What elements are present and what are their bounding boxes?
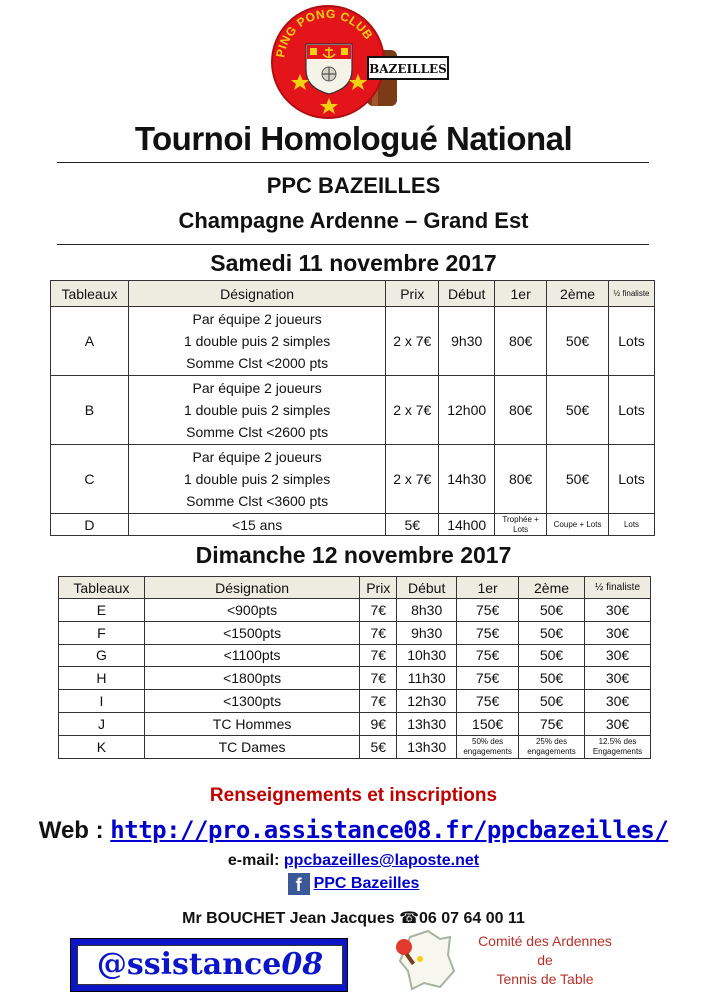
cell-prix: 7€ (360, 644, 397, 667)
cell-designation: <15 ans (128, 514, 385, 536)
cell-debut: 10h30 (397, 644, 457, 667)
cell-first: 75€ (457, 599, 519, 622)
cell-second: 50€ (519, 621, 585, 644)
sunday-table (58, 576, 651, 759)
cell-second: 75€ (519, 712, 585, 735)
designation-line: Somme Clst <2600 pts (186, 424, 329, 440)
day2-title: Dimanche 12 novembre 2017 (195, 542, 512, 568)
facebook-link[interactable]: PPC Bazeilles (313, 875, 420, 892)
cell-tableau: H (59, 667, 145, 690)
col-header-second: 2ème (547, 281, 609, 307)
cell-designation: TC Dames (144, 735, 359, 758)
cell-designation: <1500pts (144, 621, 359, 644)
renseignements-heading: Renseignements et inscriptions (209, 785, 498, 806)
col-header-debut: Début (397, 577, 457, 599)
table-row (59, 644, 651, 667)
cell-designation: TC Hommes (144, 712, 359, 735)
cell-second: 50€ (519, 690, 585, 713)
assistance08-text (77, 945, 343, 985)
cell-semi: Lots (609, 445, 655, 514)
club-logo (262, 4, 452, 122)
cell-tableau: A (51, 307, 129, 376)
cell-debut: 11h30 (397, 667, 457, 690)
contact-name: Mr BOUCHET Jean Jacques (182, 910, 400, 927)
cell-semi: 30€ (585, 644, 651, 667)
web-label: Web : (38, 817, 111, 844)
cell-semi: 30€ (585, 690, 651, 713)
region-name: Champagne Ardenne – Grand Est (178, 208, 529, 233)
cell-semi: Lots (609, 307, 655, 376)
cell-first: 150€ (457, 712, 519, 735)
cell-designation: <900pts (144, 599, 359, 622)
table-row (59, 690, 651, 713)
col-header-prix: Prix (386, 281, 439, 307)
cell-tableau: D (51, 514, 129, 536)
col-header-first: 1er (457, 577, 519, 599)
cell-semi: 12.5% des Engagements (585, 735, 651, 758)
email-label: e-mail: (227, 852, 284, 869)
cell-debut: 9h30 (397, 621, 457, 644)
facebook-line (0, 873, 707, 895)
col-header-second: 2ème (519, 577, 585, 599)
col-header-semi: ½ finaliste (585, 577, 651, 599)
cell-prix: 5€ (360, 735, 397, 758)
cell-semi: 30€ (585, 599, 651, 622)
cell-debut: 13h30 (397, 735, 457, 758)
cell-prix: 9€ (360, 712, 397, 735)
day1-title: Samedi 11 novembre 2017 (210, 250, 497, 276)
comite-line: Comité des Ardennes (478, 933, 612, 949)
cell-prix: 7€ (360, 621, 397, 644)
email-line (0, 852, 707, 870)
cell-tableau: C (51, 445, 129, 514)
designation-line: Par équipe 2 joueurs (192, 311, 322, 327)
cell-first: Trophée + Lots (495, 514, 547, 536)
table-row (59, 712, 651, 735)
comite-line: de (537, 952, 553, 968)
table-row (59, 621, 651, 644)
designation-line: Par équipe 2 joueurs (192, 380, 322, 396)
cell-first: 75€ (457, 621, 519, 644)
cell-designation (128, 445, 385, 514)
cell-designation: <1100pts (144, 644, 359, 667)
logo-arc-text: PING PONG CLUB (273, 6, 376, 59)
table-row (51, 445, 655, 514)
cell-tableau: B (51, 376, 129, 445)
cell-second: Coupe + Lots (547, 514, 609, 536)
col-header-designation: Désignation (128, 281, 385, 307)
cell-first: 75€ (457, 644, 519, 667)
assistance-num: 08 (281, 947, 324, 982)
cell-debut: 13h30 (397, 712, 457, 735)
cell-second: 50€ (547, 307, 609, 376)
designation-line: 1 double puis 2 simples (183, 471, 331, 487)
cell-prix: 7€ (360, 690, 397, 713)
cell-second: 50€ (519, 644, 585, 667)
club-name: PPC BAZEILLES (266, 173, 441, 198)
col-header-tableaux: Tableaux (51, 281, 129, 307)
cell-first: 75€ (457, 690, 519, 713)
cell-prix: 2 x 7€ (386, 307, 439, 376)
table-row (59, 599, 651, 622)
cell-designation (128, 307, 385, 376)
cell-first: 80€ (495, 445, 547, 514)
cell-tableau: G (59, 644, 145, 667)
cell-second: 25% des engagements (519, 735, 585, 758)
table-row (59, 667, 651, 690)
cell-semi: 30€ (585, 621, 651, 644)
cell-debut: 14h00 (439, 514, 495, 536)
table-row (59, 735, 651, 758)
cell-semi: 30€ (585, 712, 651, 735)
cell-debut: 8h30 (397, 599, 457, 622)
bazeilles-badge-text: BAZEILLES (369, 62, 447, 76)
cell-tableau: F (59, 621, 145, 644)
cell-designation: <1800pts (144, 667, 359, 690)
flower-emblem-icon (322, 67, 336, 81)
table-row (51, 514, 655, 536)
col-header-debut: Début (439, 281, 495, 307)
cell-tableau: E (59, 599, 145, 622)
comite-line: Tennis de Table (496, 971, 594, 987)
col-header-semi: ½ finaliste (609, 281, 655, 307)
col-header-prix: Prix (360, 577, 397, 599)
web-link[interactable]: http://pro.assistance08.fr/ppcbazeilles/ (110, 816, 669, 844)
ball-icon (417, 956, 423, 962)
email-link[interactable]: ppcbazeilles@laposte.net (283, 852, 480, 869)
web-line (0, 816, 707, 845)
cell-second: 50€ (519, 667, 585, 690)
table-row (51, 376, 655, 445)
phone-icon: ☎ (399, 910, 419, 927)
comite-ardennes (450, 932, 640, 989)
cell-debut: 9h30 (439, 307, 495, 376)
cell-prix: 5€ (386, 514, 439, 536)
cell-semi: 30€ (585, 667, 651, 690)
assistance-main: @ssistance (96, 947, 282, 982)
designation-line: Somme Clst <2000 pts (186, 355, 329, 371)
tower-icon-right (341, 48, 348, 55)
table-row (51, 307, 655, 376)
paddle-icon (396, 939, 412, 955)
contact-line (0, 908, 707, 928)
cell-prix: 2 x 7€ (386, 445, 439, 514)
cell-prix: 7€ (360, 667, 397, 690)
ping-pong-club-logo (262, 4, 452, 122)
table-header-row (59, 577, 651, 599)
designation-line: 1 double puis 2 simples (183, 402, 331, 418)
contact-phone: 06 07 64 00 11 (419, 910, 525, 927)
cell-first: 50% des engagements (457, 735, 519, 758)
cell-designation: <1300pts (144, 690, 359, 713)
cell-debut: 14h30 (439, 445, 495, 514)
cell-debut: 12h30 (397, 690, 457, 713)
col-header-first: 1er (495, 281, 547, 307)
divider-bottom (57, 244, 649, 245)
page-title: Tournoi Homologué National (134, 120, 573, 157)
saturday-table (50, 280, 655, 536)
cell-first: 75€ (457, 667, 519, 690)
cell-debut: 12h00 (439, 376, 495, 445)
tower-icon (310, 48, 317, 55)
cell-semi: Lots (609, 514, 655, 536)
cell-tableau: J (59, 712, 145, 735)
cell-first: 80€ (495, 307, 547, 376)
cell-second: 50€ (547, 445, 609, 514)
assistance08-logo (70, 938, 348, 992)
designation-line: 1 double puis 2 simples (183, 333, 331, 349)
cell-prix: 2 x 7€ (386, 376, 439, 445)
cell-designation (128, 376, 385, 445)
cell-tableau: I (59, 690, 145, 713)
facebook-icon: f (288, 873, 310, 895)
cell-second: 50€ (519, 599, 585, 622)
divider-top (57, 162, 649, 163)
designation-line: Somme Clst <3600 pts (186, 493, 329, 509)
cell-tableau: K (59, 735, 145, 758)
designation-line: Par équipe 2 joueurs (192, 449, 322, 465)
cell-semi: Lots (609, 376, 655, 445)
cell-second: 50€ (547, 376, 609, 445)
col-header-designation: Désignation (144, 577, 359, 599)
col-header-tableaux: Tableaux (59, 577, 145, 599)
cell-prix: 7€ (360, 599, 397, 622)
cell-first: 80€ (495, 376, 547, 445)
table-header-row (51, 281, 655, 307)
